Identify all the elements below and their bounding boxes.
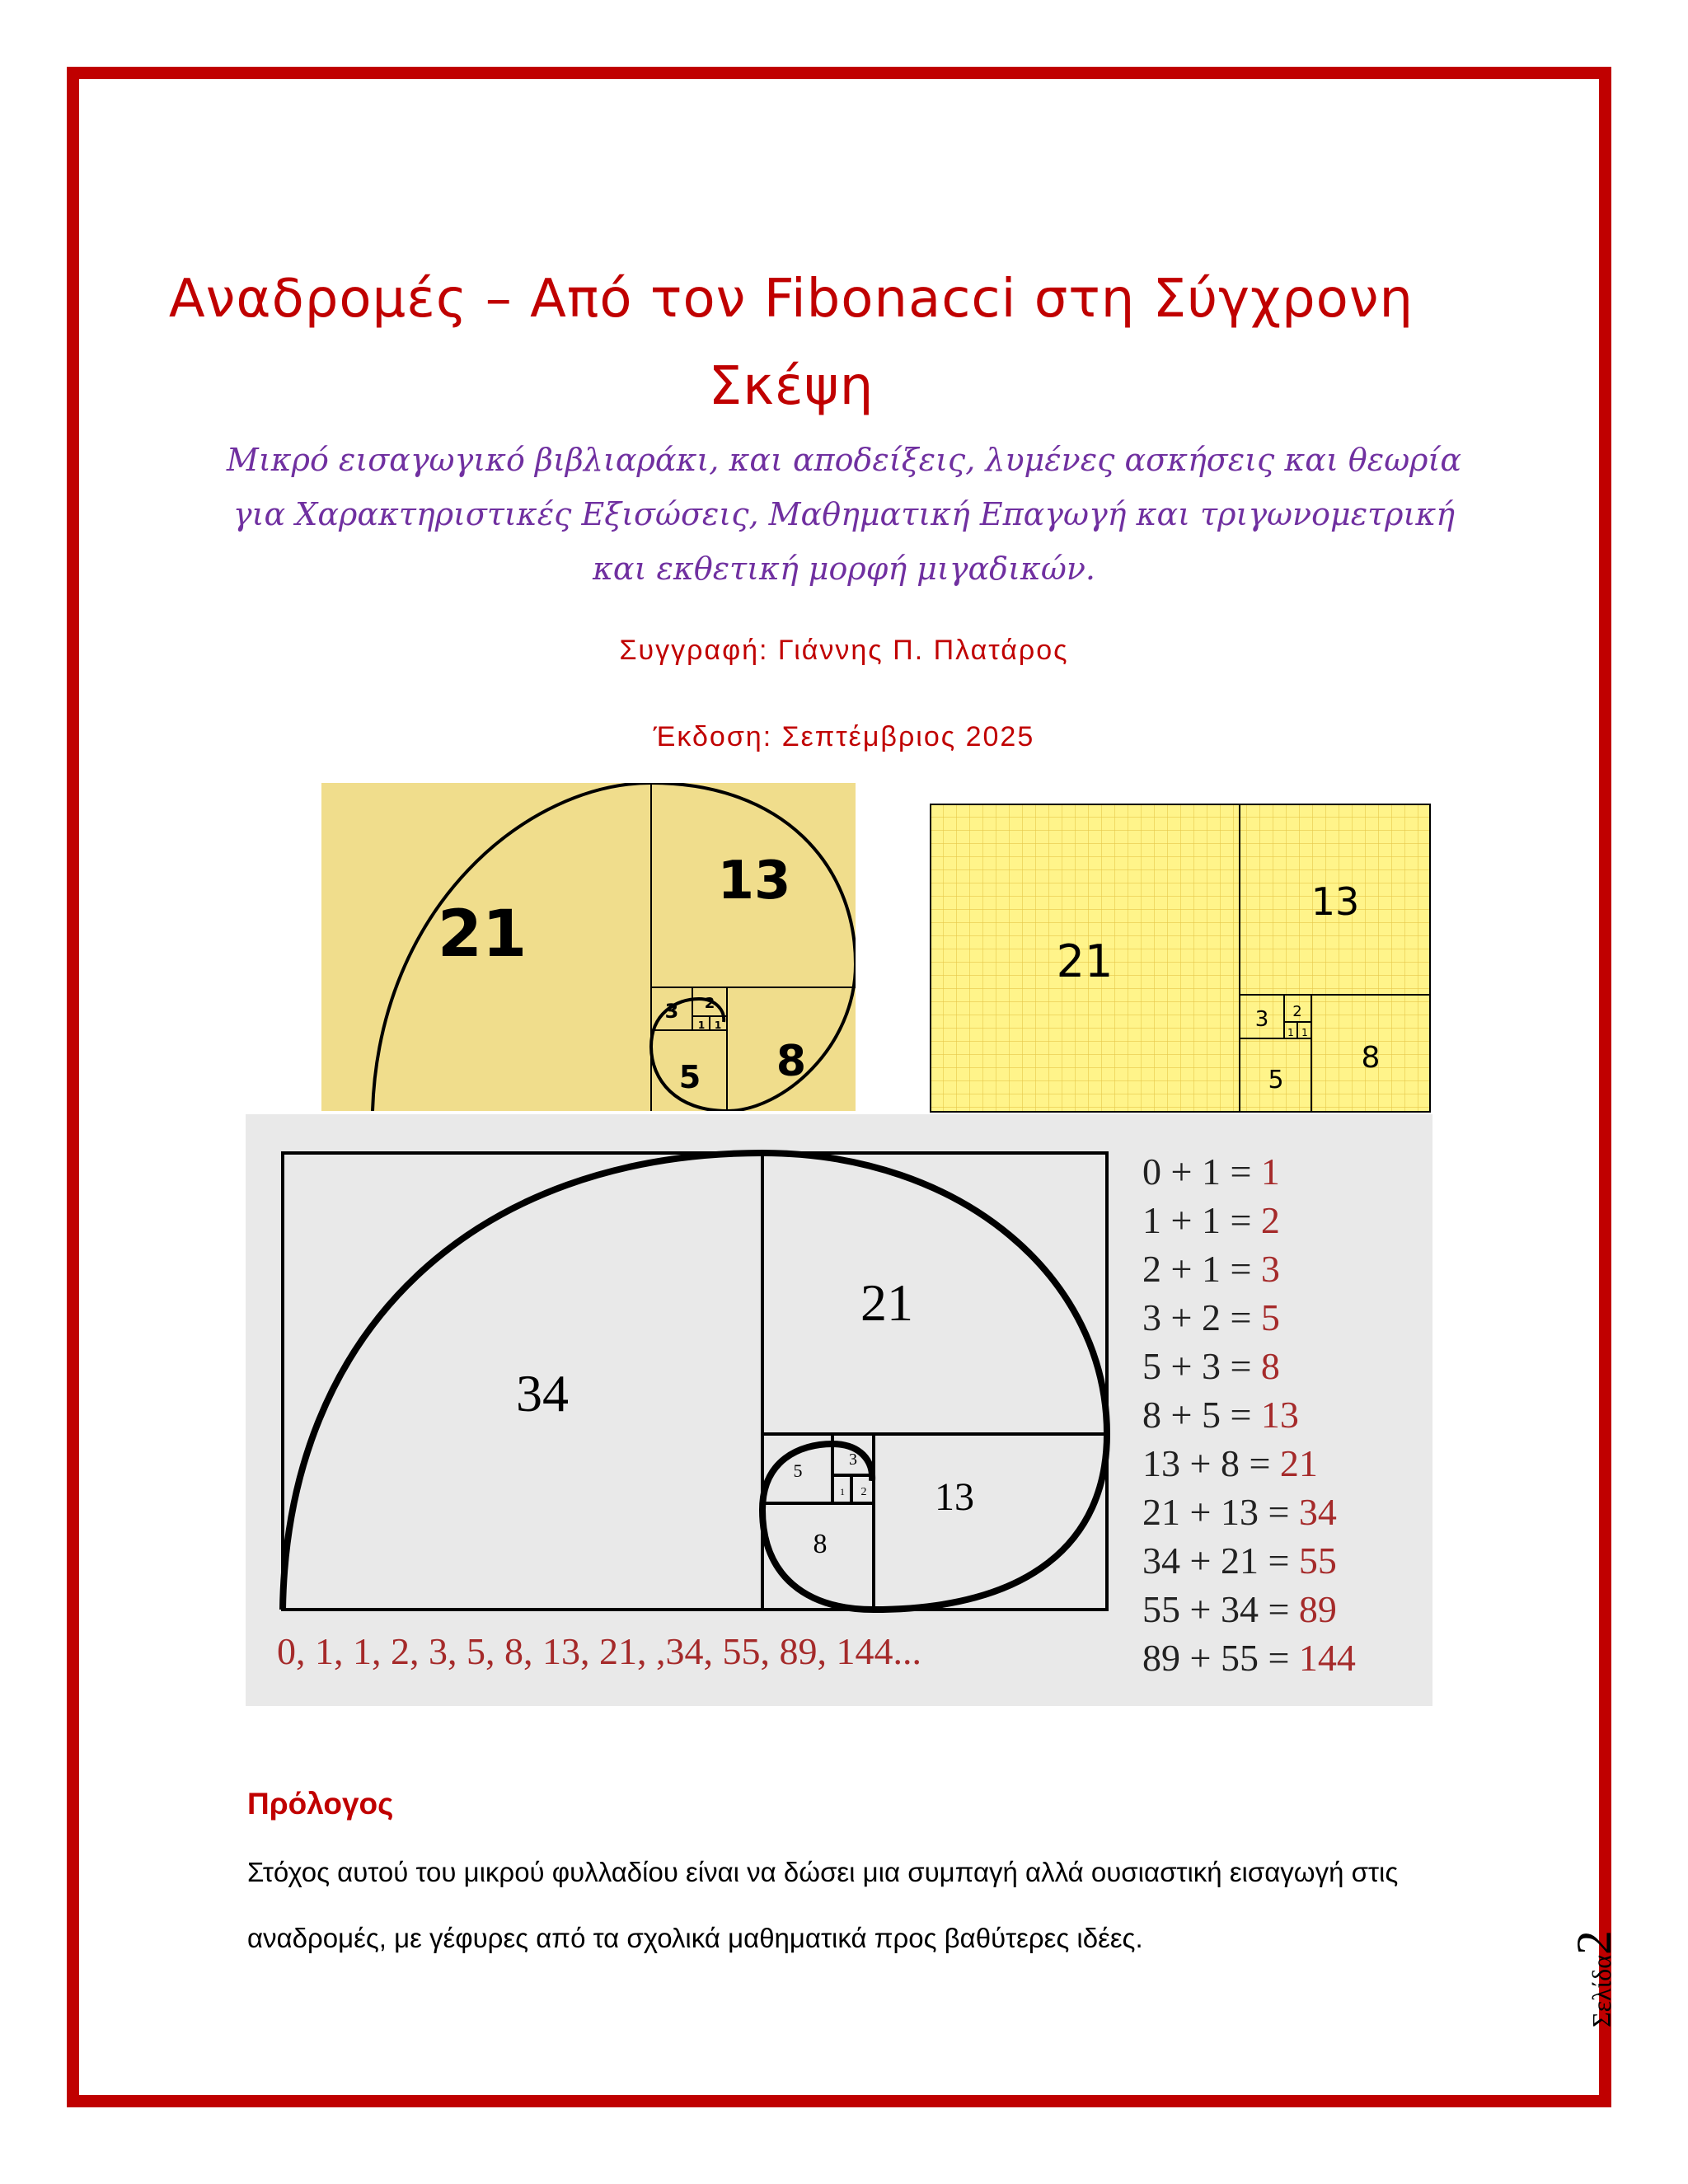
spiral-gray-label-3: 3 [849,1451,857,1469]
sum-result: 55 [1298,1540,1337,1582]
spiral-yellow-label-8: 8 [776,1037,807,1086]
spiral-gray-label-5: 5 [793,1460,803,1481]
prologue-heading: Πρόλογος [247,1787,394,1821]
spiral-yellow-label-21: 21 [437,898,528,972]
grid-yellow-label-5: 5 [1268,1066,1284,1094]
sum-result: 89 [1298,1588,1337,1630]
sum-row-4 [1142,1345,1280,1387]
grid-yellow-label-21: 21 [1056,935,1114,987]
author-line: Συγγραφή: Γιάννης Π. Πλατάρος [619,635,1069,666]
grid-yellow-label-1a: 1 [1287,1027,1294,1038]
prologue-text: Στόχος αυτού του μικρού φυλλαδίου είναι να δώσει μια συμπαγή αλλά ουσιαστική εισαγωγή στις αναδρομές, με γέφυρες από τα σχολικά μαθηματικά προς βαθύτερες ιδέες. [247,1857,1399,1953]
sum-result: 3 [1260,1248,1280,1290]
sum-lhs: 3 + 2 = [1142,1296,1261,1338]
sum-lhs: 1 + 1 = [1142,1199,1261,1241]
grid-yellow-label-3: 3 [1254,1007,1269,1032]
fibonacci-spiral-yellow-figure [321,783,856,1111]
grid-yellow-label-2: 2 [1292,1003,1302,1020]
sum-row-1 [1142,1199,1280,1241]
sum-row-2 [1142,1248,1280,1290]
sum-lhs: 5 + 3 = [1142,1345,1261,1387]
spiral-gray-label-21: 21 [860,1273,913,1332]
grid-yellow-label-8: 8 [1361,1041,1381,1075]
sum-result: 13 [1260,1394,1299,1436]
page-number: 2 [1567,1929,1621,1955]
spiral-yellow-label-13: 13 [717,851,791,912]
sum-row-6 [1142,1442,1318,1484]
document-title: Αναδρομές – Από τον Fibonacci στη Σύγχρονη Σκέψη [168,269,1414,417]
sum-result: 144 [1298,1637,1356,1679]
sum-result: 2 [1260,1199,1280,1241]
sum-row-10 [1142,1637,1356,1679]
spiral-gray-label-13: 13 [935,1475,974,1519]
page-label: Σελίδα [1587,1954,1616,2027]
edition-line: Έκδοση: Σεπτέμβριος 2025 [653,721,1035,752]
spiral-gray-label-34: 34 [516,1364,569,1422]
sum-lhs: 34 + 21 = [1142,1540,1299,1582]
sum-lhs: 2 + 1 = [1142,1248,1261,1290]
spiral-yellow-label-2: 2 [704,995,715,1012]
sum-lhs: 8 + 5 = [1142,1394,1261,1436]
sum-lhs: 21 + 13 = [1142,1491,1299,1533]
spiral-yellow-label-1a: 1 [697,1019,706,1031]
sum-lhs: 13 + 8 = [1142,1442,1280,1484]
sum-lhs: 0 + 1 = [1142,1151,1261,1193]
sum-lhs: 55 + 34 = [1142,1588,1299,1630]
sum-result: 1 [1260,1151,1280,1193]
document-subtitle: Μικρό εισαγωγικό βιβλιαράκι, και αποδείξεις, λυμένες ασκήσεις και θεωρία για Χαρακτηριστικές Εξισώσεις, Μαθηματική Επαγωγή και τριγωνομετρική και εκθετική μορφή μιγαδικών. [226,442,1462,587]
spiral-yellow-label-5: 5 [678,1059,701,1095]
sum-result: 34 [1298,1491,1337,1533]
page-number-indicator [1523,1854,1621,2027]
sum-result: 5 [1260,1296,1280,1338]
fibonacci-sequence-line: 0, 1, 1, 2, 3, 5, 8, 13, 21, ,34, 55, 89, 144... [277,1630,921,1672]
sum-row-0 [1142,1151,1280,1193]
sum-row-3 [1142,1296,1280,1338]
grid-yellow-label-1b: 1 [1301,1027,1308,1038]
sum-row-7 [1142,1491,1337,1533]
sum-row-8 [1142,1540,1337,1582]
spiral-yellow-label-1b: 1 [714,1019,722,1031]
grid-yellow-label-13: 13 [1311,879,1360,924]
sum-result: 8 [1260,1345,1280,1387]
sum-lhs: 89 + 55 = [1142,1637,1299,1679]
sum-row-5 [1142,1394,1299,1436]
sum-result: 21 [1279,1442,1318,1484]
fibonacci-grid-yellow-figure [930,804,1431,1113]
spiral-gray-label-1: 1 [840,1486,845,1497]
spiral-gray-label-8: 8 [813,1529,828,1559]
fibonacci-spiral-gray-figure [246,1114,1432,1706]
spiral-yellow-label-3: 3 [664,1000,679,1023]
spiral-gray-label-2: 2 [860,1486,867,1498]
sum-row-9 [1142,1588,1337,1630]
